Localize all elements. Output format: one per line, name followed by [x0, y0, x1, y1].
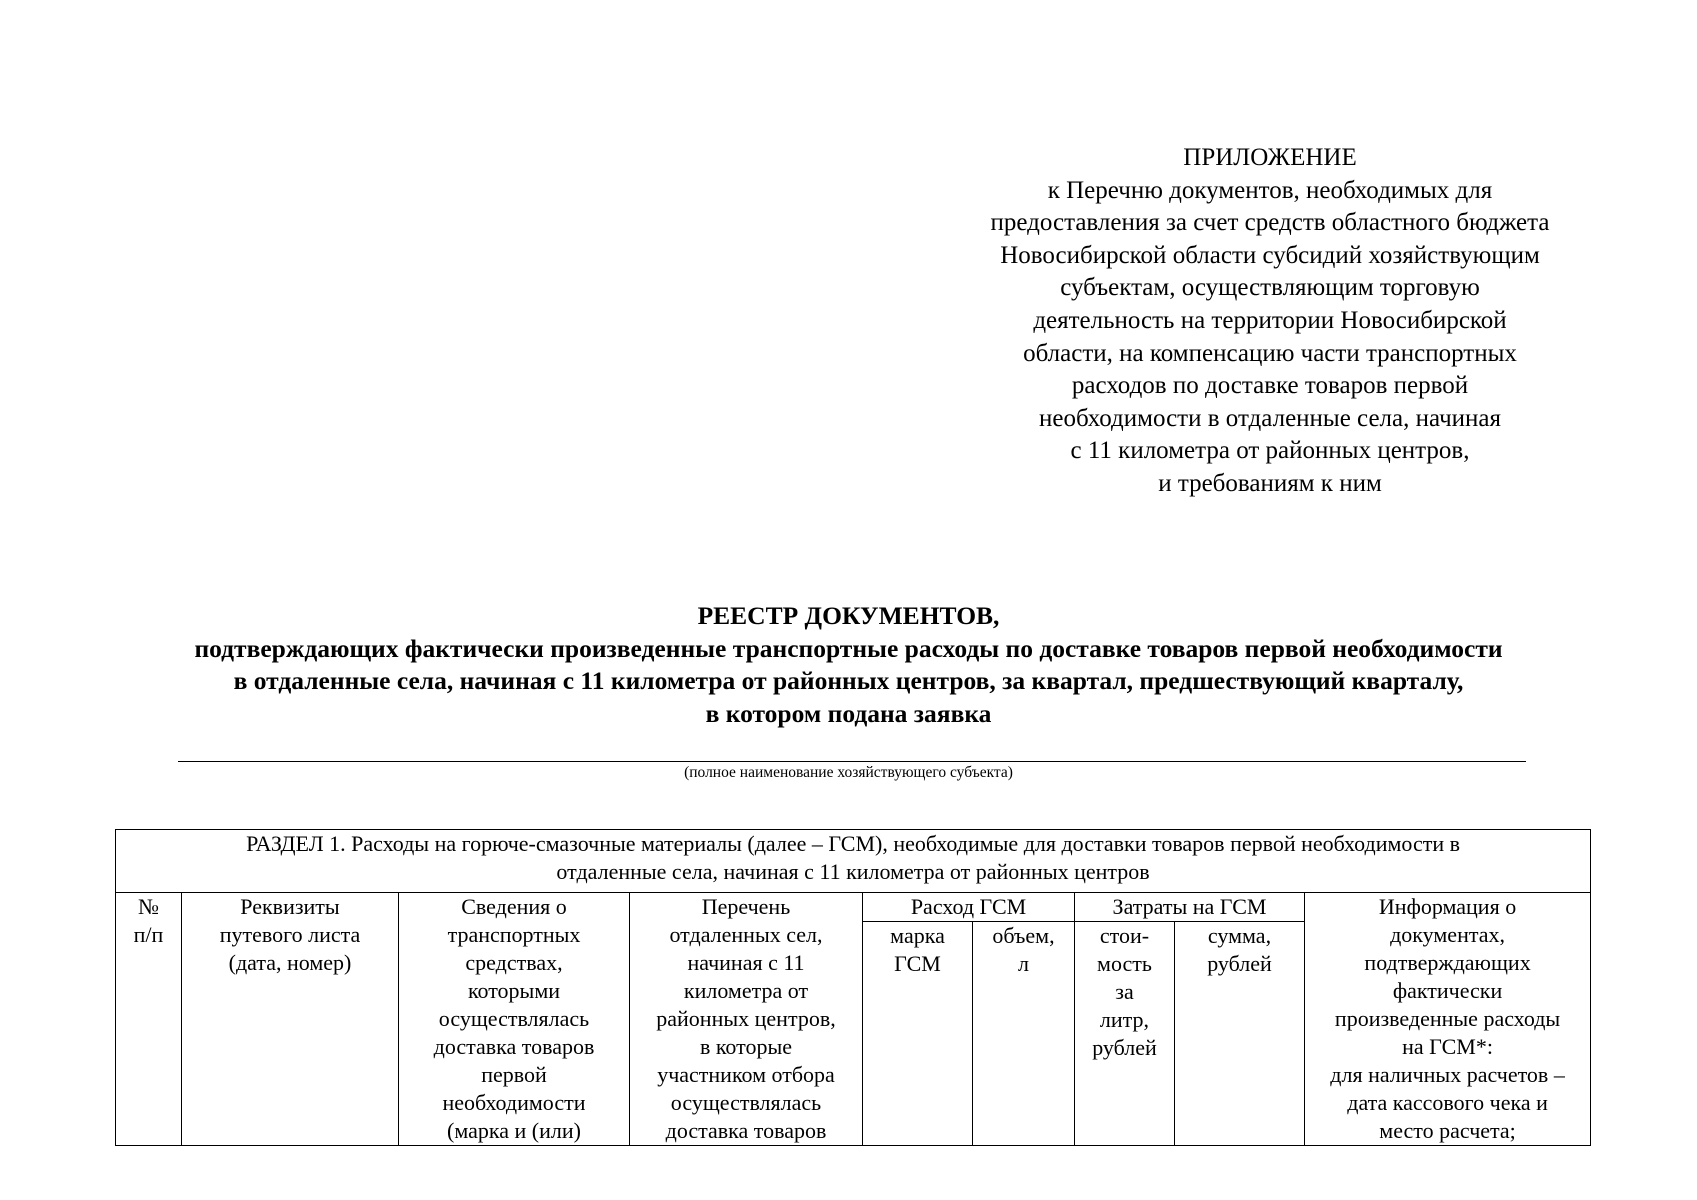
header-documents: Информация о документах, подтверждающих фактически произведенные расходы на ГСМ*: для наличных расчетов – дата кассового чека и место расчета;: [1305, 893, 1591, 1146]
entity-name-line: [178, 761, 1526, 762]
header-fuel-volume: объем, л: [973, 922, 1075, 1146]
appendix-line: деятельность на территории Новосибирской: [1033, 306, 1507, 334]
section-line: отдаленные села, начиная с 11 километра от районных центров: [556, 859, 1150, 884]
appendix-line: необходимости в отдаленные села, начиная: [1038, 404, 1502, 432]
registry-title-line: подтверждающих фактически произведенные транспортные расходы по доставке товаров первой необходимости: [194, 633, 1503, 663]
appendix-line: ПРИЛОЖЕНИЕ: [1183, 144, 1357, 171]
header-amount: сумма, рублей: [1175, 922, 1305, 1146]
registry-title-line: в отдаленные села, начиная с 11 километра от районных центров, за квартал, предшествующий кварталу,: [233, 666, 1464, 695]
registry-table: [115, 829, 1591, 1146]
header-villages: Перечень отдаленных сел, начиная с 11 километра от районных центров, в которые участником отбора осуществлялась доставка товаров: [630, 893, 863, 1146]
appendix-line: к Перечню документов, необходимых для: [1047, 176, 1493, 204]
appendix-line: области, на компенсацию части транспортных: [1023, 339, 1517, 367]
section-line: РАЗДЕЛ 1. Расходы на горюче-смазочные материалы (далее – ГСМ), необходимые для доставки товаров первой необходимости в: [246, 831, 1461, 856]
registry-title-line: РЕЕСТР ДОКУМЕНТОВ,: [697, 601, 1000, 630]
appendix-line: и требованиям к ним: [1158, 469, 1382, 497]
appendix-line: субъектам, осуществляющим торговую: [1060, 274, 1480, 302]
appendix-line: с 11 километра от районных центров,: [1070, 437, 1470, 465]
appendix-block: [930, 142, 1610, 501]
appendix-line: Новосибирской области субсидий хозяйствующим: [1000, 241, 1540, 269]
appendix-line: расходов по доставке товаров первой: [1071, 372, 1469, 400]
appendix-line: предоставления за счет средств областного бюджета: [990, 209, 1550, 237]
registry-title: [0, 600, 1697, 730]
section-1-header: [116, 830, 1591, 893]
header-fuel-cost-group: Затраты на ГСМ: [1075, 893, 1305, 922]
header-fuel-use-group: Расход ГСМ: [863, 893, 1075, 922]
header-fuel-brand: марка ГСМ: [863, 922, 973, 1146]
header-num: № п/п: [116, 893, 182, 1146]
registry-title-line: в котором подана заявка: [705, 698, 992, 728]
entity-name-caption: (полное наименование хозяйствующего субъекта): [684, 764, 1013, 781]
header-waybill: Реквизиты путевого листа (дата, номер): [182, 893, 399, 1146]
header-vehicle: Сведения о транспортных средствах, которыми осуществлялась доставка товаров первой необходимости (марка и (или): [399, 893, 630, 1146]
header-price-per-liter: стои- мость за литр, рублей: [1075, 922, 1175, 1146]
